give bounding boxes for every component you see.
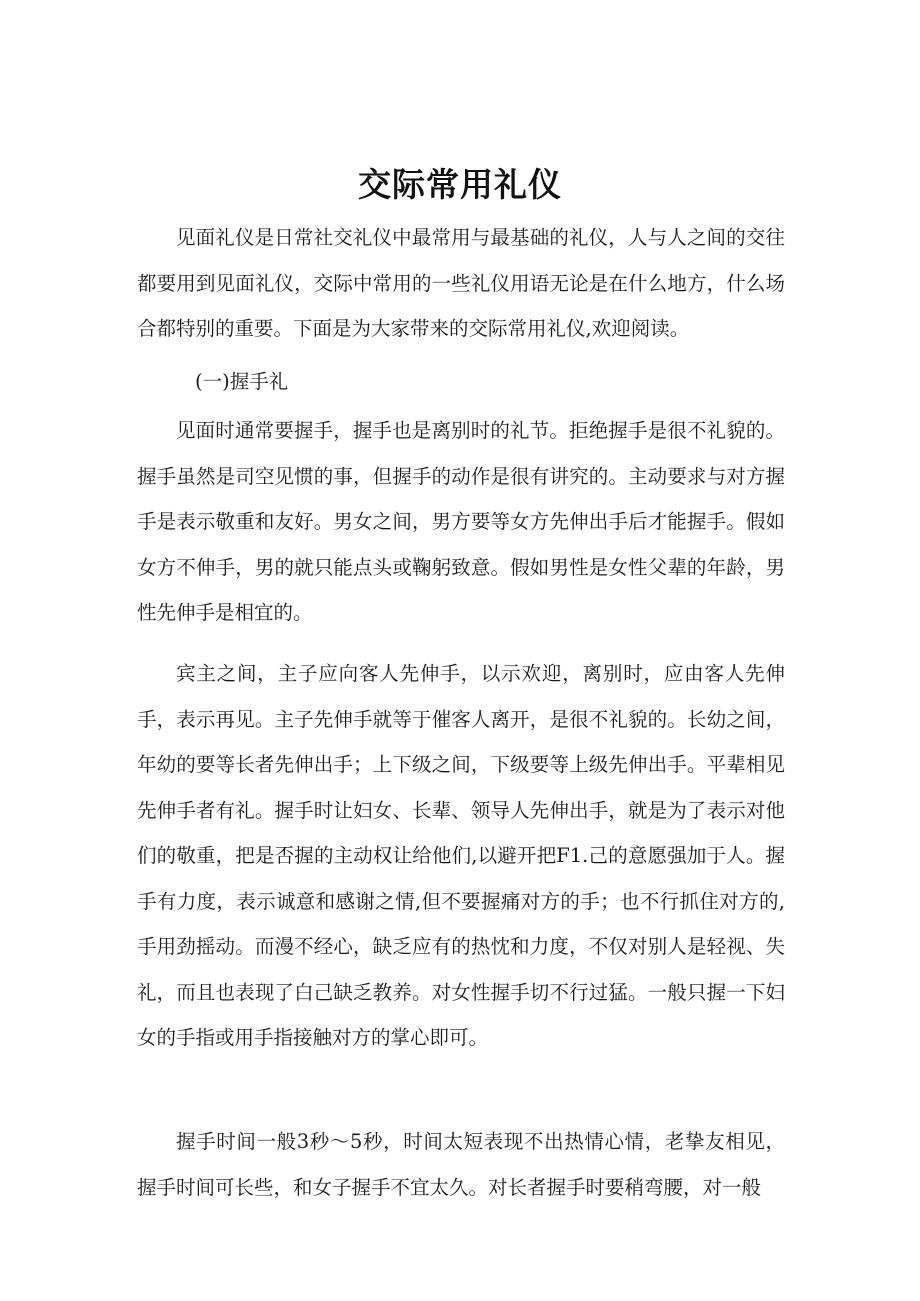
page-title: 交际常用礼仪 [358, 165, 562, 205]
section-heading-handshake: (一)握手礼 [195, 370, 289, 393]
handshake-paragraph-3: 握手时间一般3秒～5秒，时间太短表现不出热情心情，老挚友相见，握手时间可长些，和女子握手不宜太久。对长者握手时要稍弯腰，对一般 [137, 1130, 785, 1199]
handshake-paragraph-1: 见面时通常要握手，握手也是离别时的礼节。拒绝握手是很不礼貌的。握手虽然是司空见惯的事，但握手的动作是很有讲究的。主动要求与对方握手是表示敬重和友好。男女之间，男方要等女方先伸出手后才能握手。假如女方不伸手，男的就只能点头或鞠躬致意。假如男性是女性父辈的年龄，男性先伸手是相宜的。 [137, 419, 785, 624]
handshake-paragraph-2: 宾主之间，主子应向客人先伸手，以示欢迎，离别时，应由客人先伸手，表示再见。主子先伸手就等于催客人离开，是很不礼貌的。长幼之间，年幼的要等长者先伸出手；上下级之间，下级要等上级先伸出手。平辈相见先伸手者有礼。握手时让妇女、长辈、领导人先伸出手，就是为了表示对他们的敬重，把是否握的主动权让给他们,以避开把F1.己的意愿强加于人。握手有力度，表示诚意和感谢之情,但不要握痛对方的手；也不行抓住对方的,手用劲摇动。而漫不经心，缺乏应有的热忱和力度，不仅对别人是轻视、失礼，而且也表现了白己缺乏教养。对女性握手切不行过猛。一般只握一下妇女的手指或用手指接触对方的掌心即可。 [137, 662, 785, 1049]
intro-paragraph: 见面礼仪是日常社交礼仪中最常用与最基础的礼仪，人与人之间的交往都要用到见面礼仪，交际中常用的一些礼仪用语无论是在什么地方，什么场合都特别的重要。下面是为大家带来的交际常用礼仪,欢迎阅读。 [137, 226, 785, 340]
